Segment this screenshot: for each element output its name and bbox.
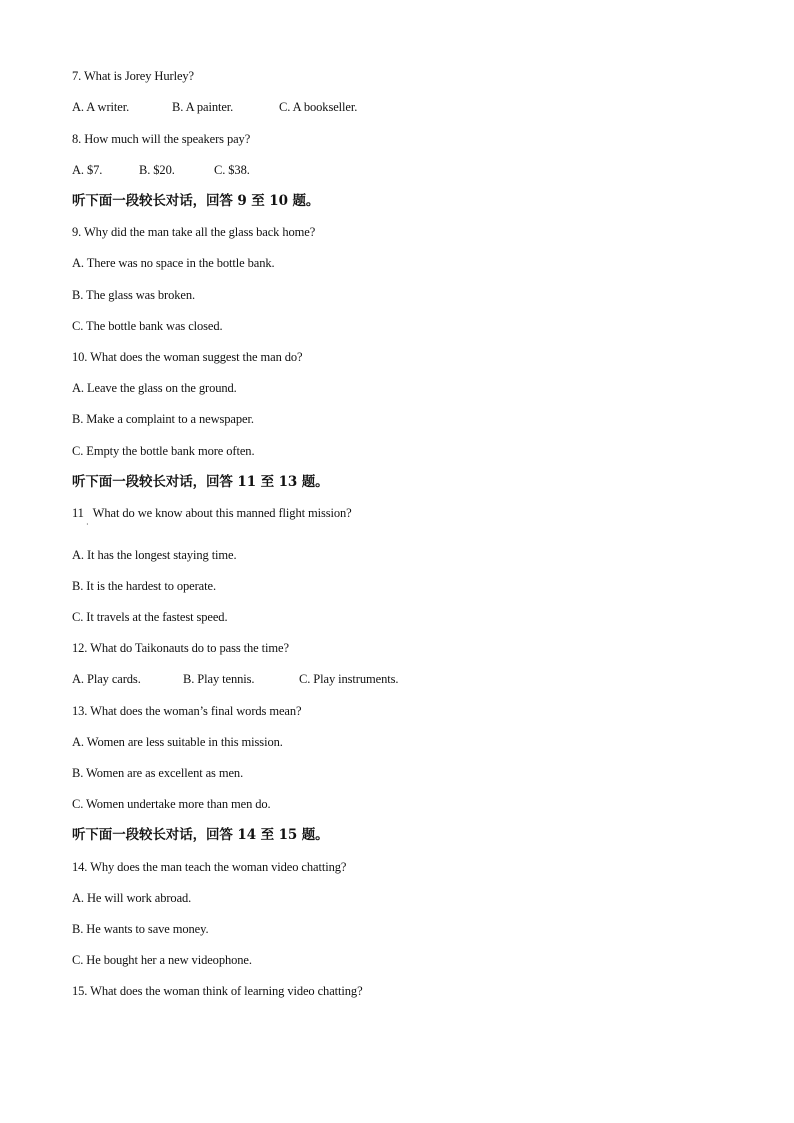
question-8-options (72, 162, 472, 178)
question-11-option-a: A. It has the longest staying time. (72, 548, 237, 562)
question-10: 10. What does the woman suggest the man do? (72, 350, 303, 364)
question-10-option-c: C. Empty the bottle bank more often. (72, 444, 255, 458)
question-8: 8. How much will the speakers pay? (72, 132, 251, 146)
question-11-mark: · (86, 520, 89, 529)
question-12-options (72, 671, 472, 687)
question-13-option-a: A. Women are less suitable in this mission. (72, 735, 283, 749)
option-a: A. Play cards. (72, 672, 141, 686)
question-9-option-a: A. There was no space in the bottle bank. (72, 256, 275, 270)
option-b: B. A painter. (172, 100, 234, 114)
question-14-option-a: A. He will work abroad. (72, 891, 192, 905)
question-7-options (72, 99, 472, 115)
question-9-option-c: C. The bottle bank was closed. (72, 319, 223, 333)
question-15: 15. What does the woman think of learning video chatting? (72, 984, 363, 998)
option-c: C. $38. (214, 163, 250, 177)
option-a: A. A writer. (72, 100, 130, 114)
section-heading-14-15: 听下面一段较长对话，回答 14 至 15 题。 (72, 827, 329, 843)
question-10-option-a: A. Leave the glass on the ground. (72, 381, 237, 395)
question-7: 7. What is Jorey Hurley? (72, 69, 194, 83)
option-c: C. A bookseller. (279, 100, 358, 114)
question-13: 13. What does the woman’s final words mean? (72, 704, 302, 718)
question-14-option-c: C. He bought her a new videophone. (72, 953, 252, 967)
option-a: A. $7. (72, 163, 103, 177)
option-c: C. Play instruments. (299, 672, 399, 686)
question-9-option-b: B. The glass was broken. (72, 288, 196, 302)
question-14-option-b: B. He wants to save money. (72, 922, 209, 936)
question-13-option-c: C. Women undertake more than men do. (72, 797, 271, 811)
section-heading-11-13: 听下面一段较长对话，回答 11 至 13 题。 (72, 474, 329, 490)
question-10-option-b: B. Make a complaint to a newspaper. (72, 412, 254, 426)
question-11-option-c: C. It travels at the fastest speed. (72, 610, 228, 624)
section-heading-9-10: 听下面一段较长对话，回答 9 至 10 题。 (72, 193, 320, 209)
question-12: 12. What do Taikonauts do to pass the time? (72, 641, 289, 655)
question-9: 9. Why did the man take all the glass back home? (72, 225, 316, 239)
question-14: 14. Why does the man teach the woman video chatting? (72, 860, 347, 874)
question-11-option-b: B. It is the hardest to operate. (72, 579, 216, 593)
option-b: B. $20. (139, 163, 175, 177)
question-13-option-b: B. Women are as excellent as men. (72, 766, 244, 780)
option-b: B. Play tennis. (183, 672, 255, 686)
question-11: 11 What do we know about this manned flight mission? (72, 506, 352, 520)
